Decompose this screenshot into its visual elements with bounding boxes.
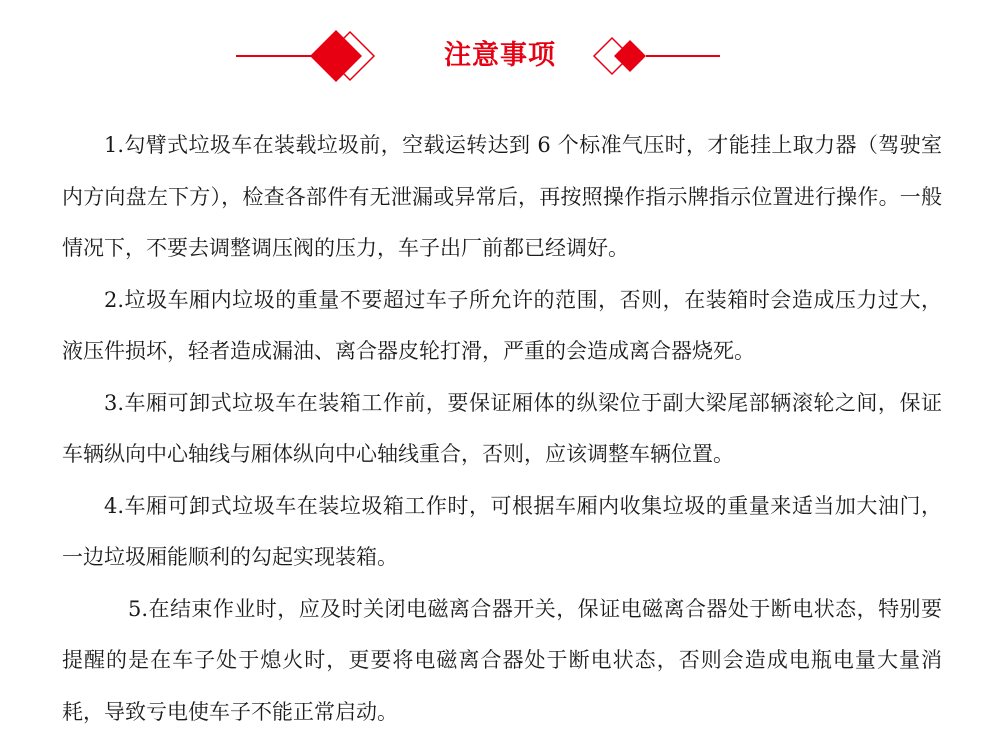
- note-paragraph-2: 2.垃圾车厢内垃圾的重量不要超过车子所允许的范围，否则，在装箱时会造成压力过大，液压件损坏，轻者造成漏油、离合器皮轮打滑，严重的会造成离合器烧死。: [62, 287, 942, 363]
- left-diamond-filled-icon: [310, 30, 362, 82]
- note-paragraph-1: 1.勾臂式垃圾车在装载垃圾前，空载运转达到 6 个标准气压时，才能挂上取力器（驾驶室内方向盘左下方），检查各部件有无泄漏或异常后，再按照操作指示牌指示位置进行操作。一般情况下，不要去调整调压阀的压力，车子出厂前都已经调好。: [62, 133, 942, 260]
- note-paragraph-4: 4.车厢可卸式垃圾车在装垃圾箱工作时，可根据车厢内收集垃圾的重量来适当加大油门，一边垃圾厢能顺利的勾起实现装箱。: [62, 493, 942, 569]
- note-paragraph-3: 3.车厢可卸式垃圾车在装箱工作前，要保证厢体的纵梁位于副大梁尾部辆滚轮之间，保证车辆纵向中心轴线与厢体纵向中心轴线重合，否则，应该调整车辆位置。: [62, 390, 942, 466]
- note-paragraph-5: 5.在结束作业时，应及时关闭电磁离合器开关，保证电磁离合器处于断电状态，特别要提醒的是在车子处于熄火时，更要将电磁离合器处于断电状态，否则会造成电瓶电量大量消耗，导致亏电使车子不能正常启动。: [62, 596, 942, 724]
- notes-body: [62, 120, 942, 738]
- page-title: 注意事项: [444, 40, 556, 71]
